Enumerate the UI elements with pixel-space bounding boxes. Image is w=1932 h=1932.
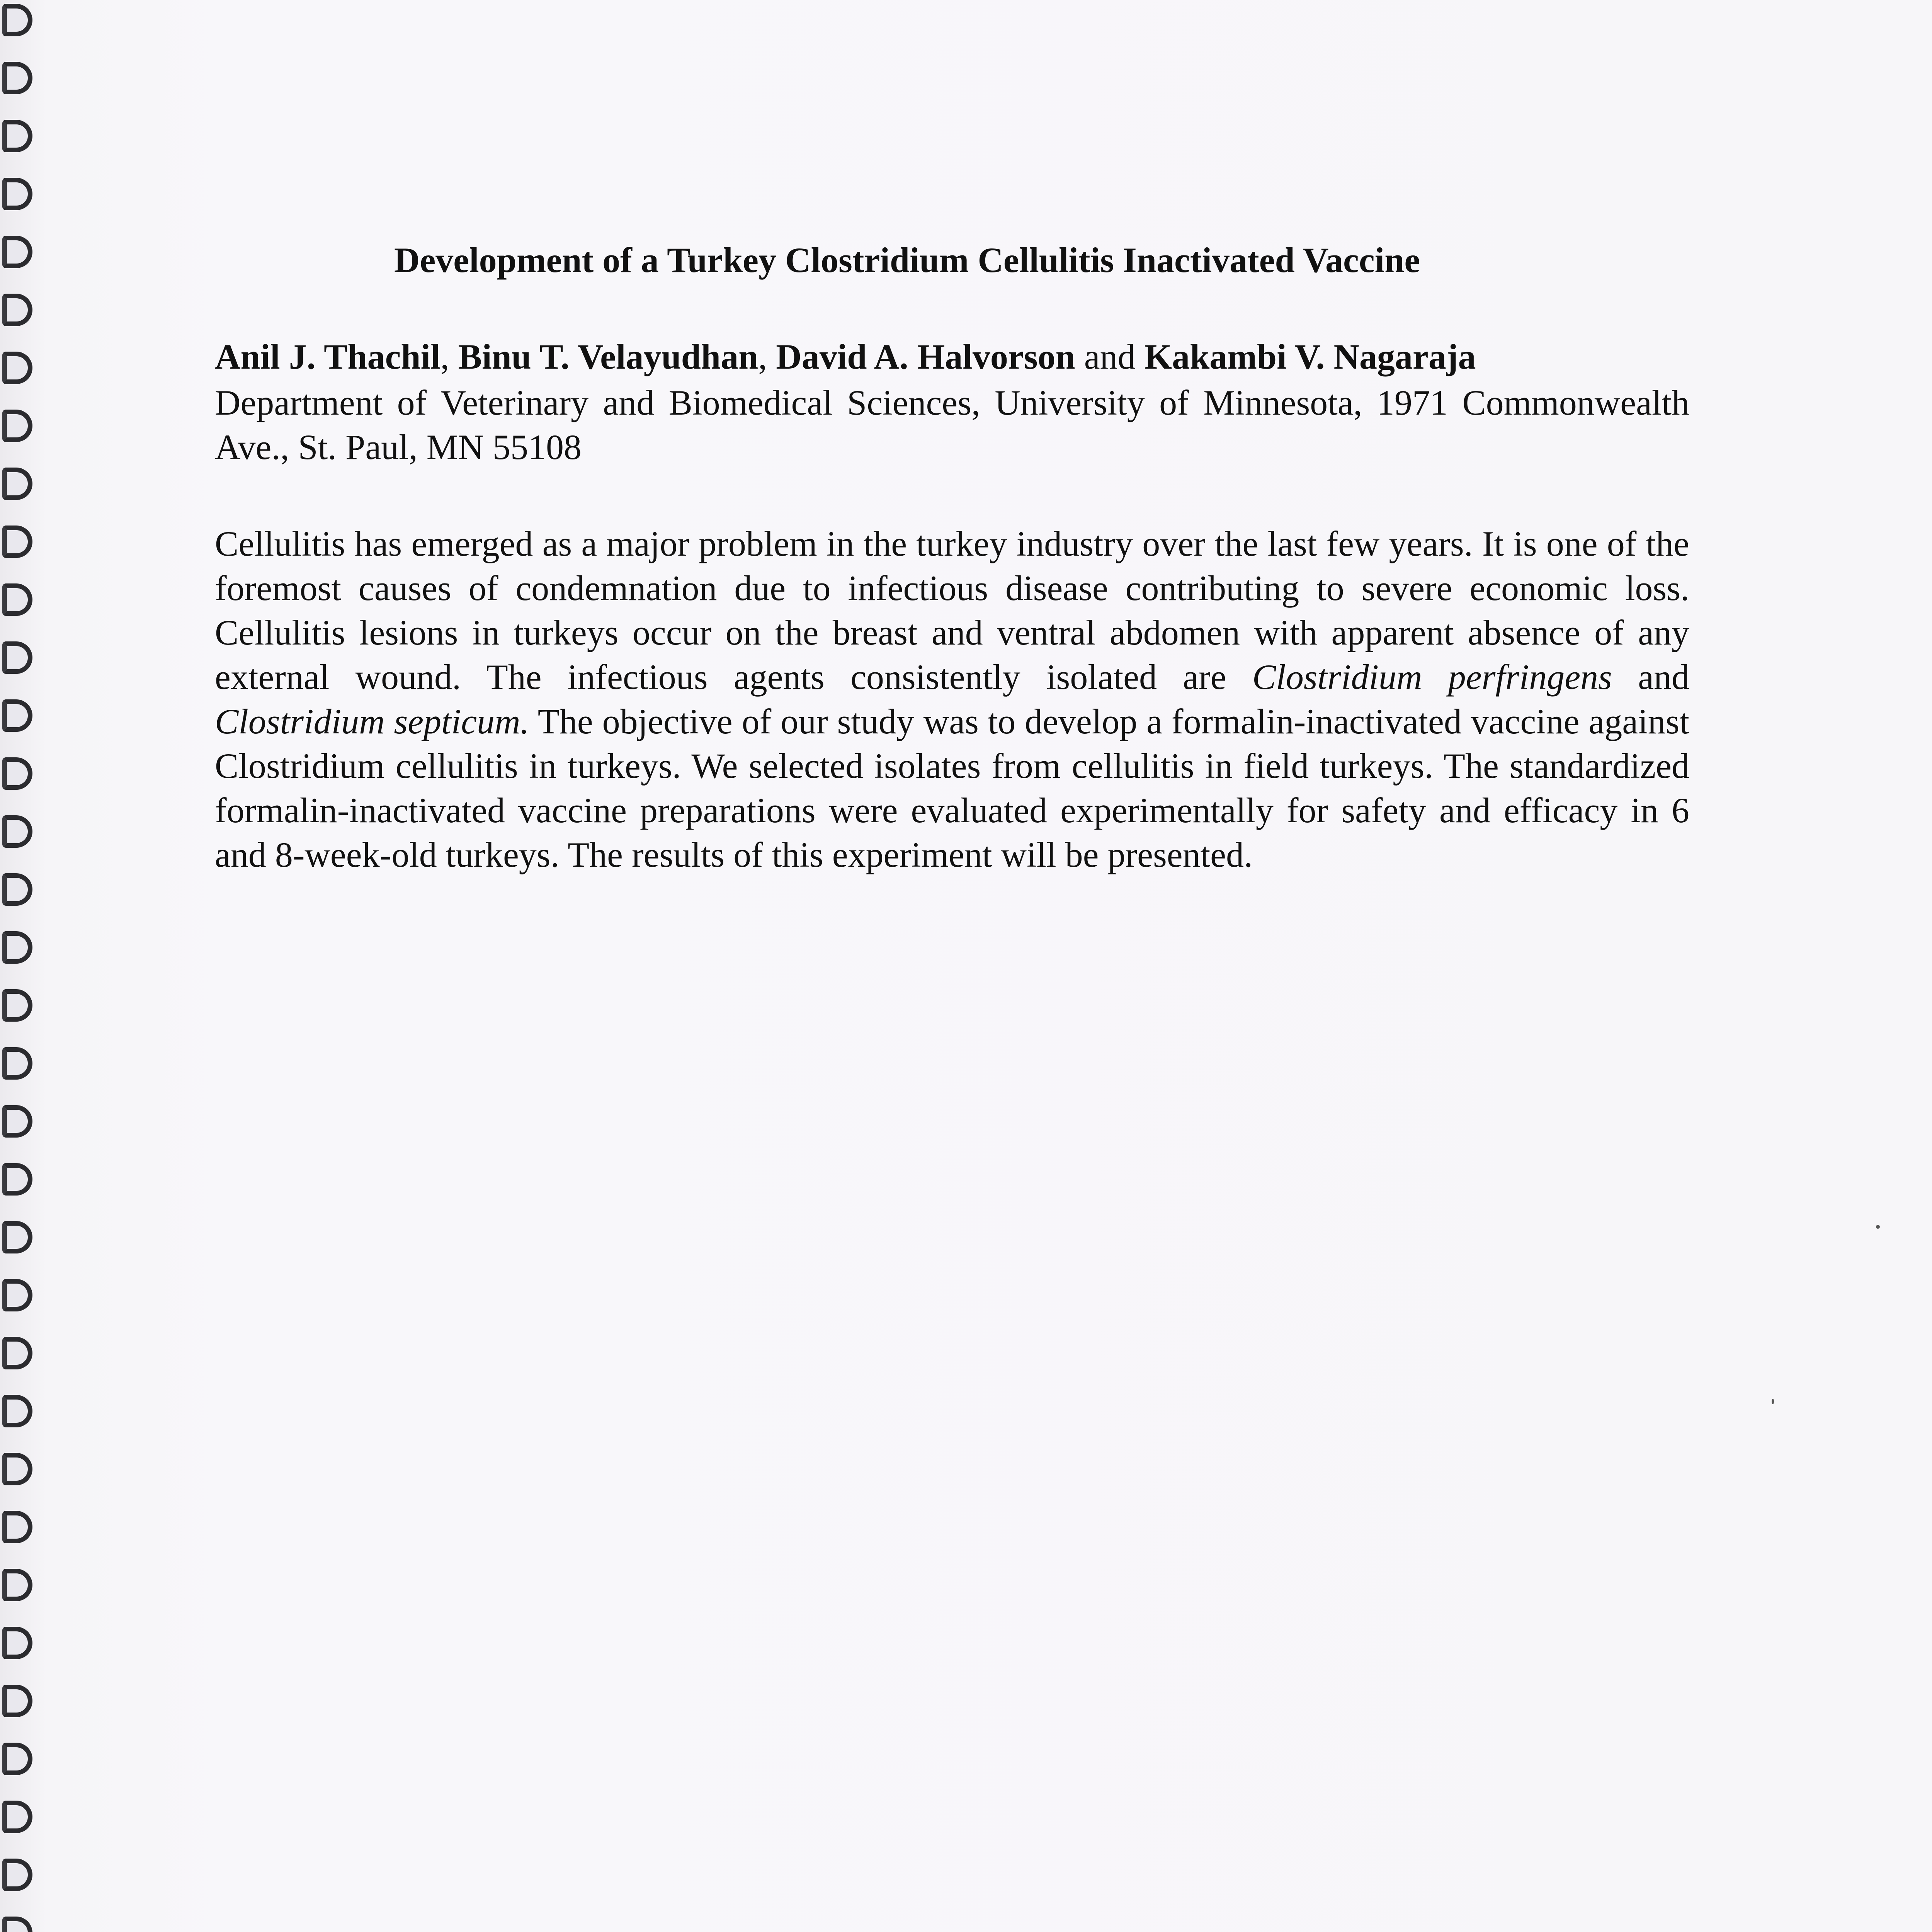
abstract-species: Clostridium septicum. <box>215 702 529 741</box>
binding-ring <box>2 1453 32 1485</box>
binding-ring <box>2 989 32 1022</box>
binding-ring <box>2 1337 32 1369</box>
binding-ring <box>2 1279 32 1311</box>
binding-ring <box>2 641 32 674</box>
author-affiliation: Department of Veterinary and Biomedical Sciences, University of Minnesota, 1971 Commonwealth Ave., St. Paul, MN 55108 <box>215 383 1689 467</box>
binding-ring <box>2 1685 32 1717</box>
author-name: Kakambi V. Nagaraja <box>1144 337 1476 376</box>
binding-ring <box>2 62 32 94</box>
binding-ring <box>2 1163 32 1196</box>
binding-ring <box>2 815 32 848</box>
abstract-species: Clostridium perfringens <box>1252 657 1612 697</box>
binding-ring <box>2 757 32 790</box>
binding-ring <box>2 178 32 210</box>
binding-ring <box>2 1569 32 1601</box>
binding-ring <box>2 1627 32 1659</box>
binding-ring <box>2 1511 32 1543</box>
binding-ring <box>2 236 32 268</box>
author-name: Anil J. Thachil <box>215 337 440 376</box>
spiral-binding <box>0 0 43 1932</box>
binding-ring <box>2 1859 32 1891</box>
abstract-part: Cellulitis has emerged as a major problem in the turkey industry over the last few years. It is one of the foremost causes of condemnation due to infectious disease contributing to severe economic loss. Cellulitis lesions in turkeys occur on the breast and ventral abdomen with apparent absence of any external wound. The infectious agents consistently isolated are <box>215 524 1689 697</box>
abstract-part: The objective of our study was to develop a formalin-inactivated vaccine against Clostridium cellulitis in turkeys. We selected isolates from cellulitis in field turkeys. The standardized formalin-inactivated vaccine preparations were evaluated experimentally for safety and efficacy in 6 and 8-week-old turkeys. The results of this experiment will be presented. <box>215 702 1689 874</box>
binding-ring <box>2 352 32 384</box>
binding-ring <box>2 294 32 326</box>
binding-ring <box>2 410 32 442</box>
binding-ring <box>2 931 32 964</box>
author-separator: , <box>758 337 776 376</box>
abstract-text <box>215 522 1689 877</box>
binding-ring <box>2 120 32 152</box>
binding-ring <box>2 873 32 906</box>
scan-speck <box>1772 1399 1774 1404</box>
author-name: David A. Halvorson <box>776 337 1075 376</box>
author-separator: , <box>440 337 458 376</box>
document-title: Development of a Turkey Clostridium Cellulitis Inactivated Vaccine <box>394 240 1420 280</box>
scan-speck <box>1876 1225 1880 1229</box>
binding-ring <box>2 1917 32 1932</box>
author-list <box>215 336 1476 377</box>
binding-ring <box>2 1047 32 1080</box>
abstract-part: and <box>1612 657 1689 697</box>
binding-ring <box>2 1221 32 1253</box>
binding-ring <box>2 699 32 732</box>
binding-ring <box>2 1743 32 1775</box>
binding-ring <box>2 1105 32 1138</box>
binding-ring <box>2 526 32 558</box>
binding-ring <box>2 4 32 36</box>
binding-ring <box>2 1395 32 1427</box>
binding-ring <box>2 1801 32 1833</box>
author-name: Binu T. Velayudhan <box>458 337 759 376</box>
author-separator: and <box>1075 337 1145 376</box>
binding-ring <box>2 583 32 616</box>
binding-ring <box>2 468 32 500</box>
